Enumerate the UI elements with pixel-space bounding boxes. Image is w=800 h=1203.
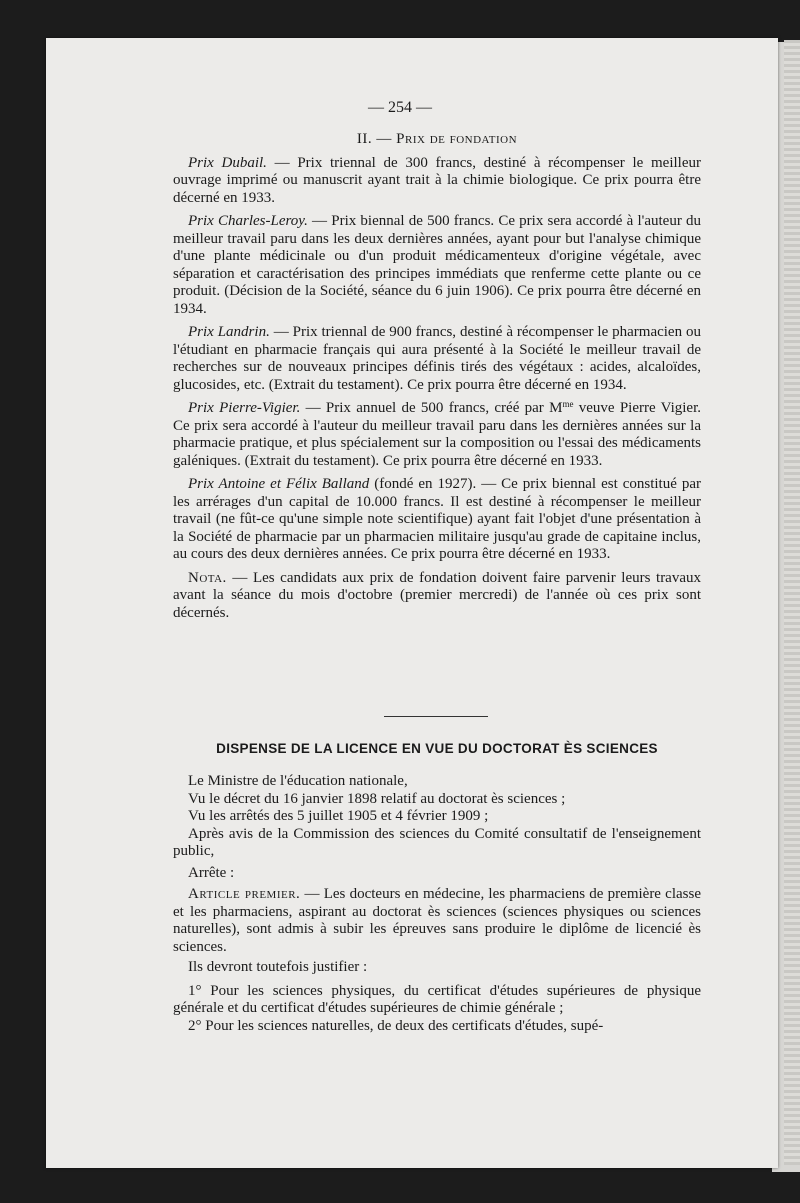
prize-text: (fondé en 1927). — Ce prix biennal est constitué par les arrérages d'un capital de 10.000 francs. Il est destiné à récompenser le meilleur travail (ne fût-ce qu'une simple note scientifique) ayant fait l'objet d'une présentation à la Société de pharmacie par un pharmacien militaire jusqu'au grade de capitaine inclus, au cours des deux dernières années. Ce prix pourra être décerné en 1933. (173, 476, 701, 562)
prize-text: — Prix biennal de 500 francs. Ce prix sera accordé à l'auteur du meilleur travail paru dans les deux dernières années, ayant pour but l'analyse chimique d'une plante médicinale ou d'un produit médicamenteux d'origine végétale, avec séparation et caractérisation des principes immédiats que renferme cette plante ou ce produit. (Décision de la Société, séance du 6 juin 1906). Ce prix pourra être décerné en 1934. (173, 213, 702, 317)
prize-name: Prix Pierre-Vigier. (188, 400, 301, 416)
prize-text-cont: veuve Pierre Vigier. Ce prix sera accordé à l'auteur du meilleur travail paru dans les dernières années sur la pharmacie pratique, et plus spécialement sur la composition ou l'essai des médicaments galéniques. (Extrait du testament). Ce prix pourra être décerné en 1933. (173, 400, 702, 469)
superscript: me (562, 399, 574, 409)
prize-text: — Prix triennal de 300 francs, destiné à récompenser le meilleur ouvrage imprimé ou manuscrit ayant trait à la chimie biologique. Ce prix pourra être décerné en 1933. (173, 154, 701, 206)
prize-text: — Prix annuel de 500 francs, créé par M (300, 400, 563, 416)
dispense-line: Vu le décret du 16 janvier 1898 relatif au doctorat ès sciences ; (188, 790, 566, 807)
prize-paragraph-charles-leroy (173, 213, 701, 318)
prize-name: Prix Dubail. (188, 154, 267, 171)
prize-paragraph-dubail (173, 155, 701, 208)
nota-text: — Les candidats aux prix de fondation doivent faire parvenir leurs travaux avant la séance du mois d'octobre (premier mercredi) de l'année où ces prix sont décernés. (173, 569, 701, 621)
dispense-line: Vu les arrêtés des 5 juillet 1905 et 4 février 1909 ; (188, 808, 489, 824)
separator-rule (384, 716, 488, 717)
nota-paragraph (173, 570, 701, 623)
article-label: Article premier. (188, 886, 301, 902)
prize-paragraph-landrin (173, 324, 701, 394)
item-natural-sciences: 2° Pour les sciences naturelles, de deux des certificats d'études, supé- (188, 1017, 604, 1034)
dispense-line: Après avis de la Commission des sciences du Comité consultatif de l'enseignement public, (173, 825, 701, 859)
prize-name: Prix Charles-Leroy. (188, 213, 308, 229)
prize-text: — Prix triennal de 900 francs, destiné à récompenser le pharmacien ou l'étudiant en pharmacie français qui aura présenté à la Société le meilleur travail de recherches sur de nouveaux principes définis tirés des végétaux : acides, alcaloïdes, glucosides, etc. (Extrait du testament). Ce prix pourra être décerné en 1934. (173, 324, 701, 393)
prize-name: Prix Landrin. (188, 324, 270, 340)
article-paragraph (173, 886, 701, 956)
nota-label: Nota. (188, 569, 227, 586)
page-number: — 254 — (368, 99, 432, 116)
section-title: II. — Prix de fondation (356, 131, 518, 147)
dispense-line: Le Ministre de l'éducation nationale, (188, 773, 408, 789)
page-edge-stack (784, 40, 800, 1165)
dispense-section (173, 773, 701, 1035)
prize-paragraph-balland (173, 476, 701, 564)
prize-name: Prix Antoine et Félix Balland (188, 476, 370, 492)
justify-line: Ils devront toutefois justifier : (188, 959, 368, 975)
dispense-line: Arrête : (188, 864, 235, 881)
article-text: — Les docteurs en médecine, les pharmaciens de première classe et les pharmaciens, aspirant au doctorat ès sciences (sciences physiques ou sciences naturelles), sont admis à subir les épreuves sans produire le diplôme de licencié ès sciences. (173, 886, 701, 955)
prizes-section (173, 131, 701, 622)
item-physics: 1° Pour les sciences physiques, du certificat d'études supérieures de physique générale et du certificat d'études supérieures de chimie générale ; (173, 982, 701, 1016)
prize-paragraph-pierre-vigier (173, 400, 701, 470)
dispense-heading: DISPENSE DE LA LICENCE EN VUE DU DOCTORAT ÈS SCIENCES (216, 741, 658, 756)
